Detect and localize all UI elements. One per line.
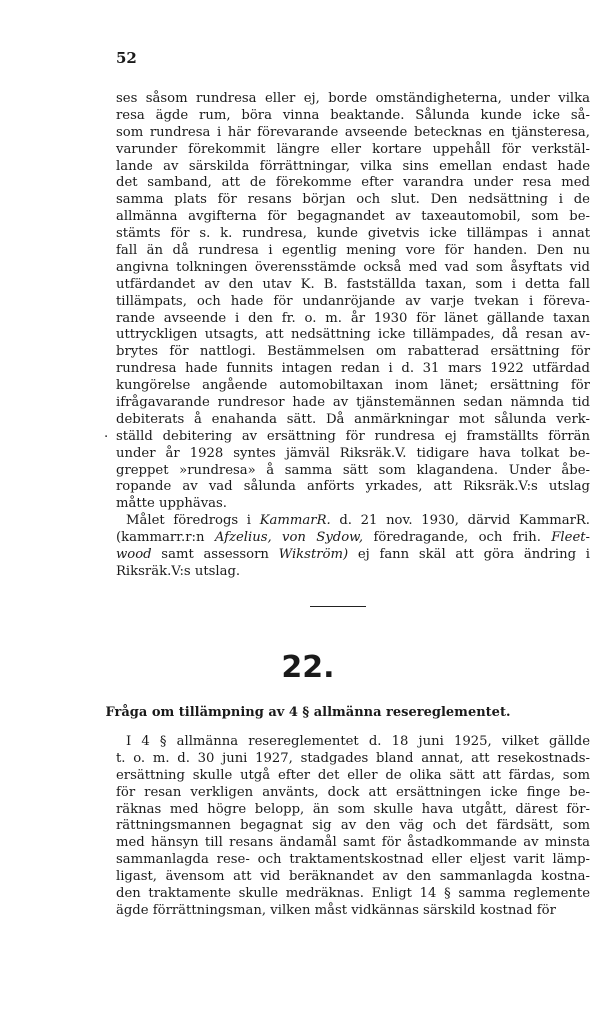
text-line: angivna tolkningen överensstämde också med vad som åsyftats vid [116, 259, 590, 275]
text-line: ligast, ävensom att vid beräknandet av den sammanlagda kostna- [116, 869, 590, 885]
text-line: t. o. m. d. 30 juni 1927, stadgades bland annat, att resekostnads- [116, 750, 590, 766]
text-line: allmänna avgifterna för begagnandet av taxeautomobil, som be- [116, 209, 590, 225]
text-line: utfärdandet av den utav K. B. fastställda taxan, som i detta fall [116, 276, 590, 292]
text-line: lande av särskilda förrättningar, vilka sins emellan endast hade [116, 158, 590, 174]
text-line: med hänsyn till resans ändamål samt för åstadkommande av minsta [116, 835, 590, 851]
decision-line-2: (kammarr.r:n Afzelius, von Sydow, föredragande, och frih. Fleet- [116, 529, 591, 545]
paragraph-section-body [116, 734, 590, 920]
text-line: måtte upphävas. [116, 496, 227, 512]
text-line: under år 1928 syntes jämväl Riksräk.V. tidigare hava tolkat be- [116, 445, 590, 461]
text-line: för resan verkligen använts, dock att ersättningen icke finge be- [116, 784, 590, 800]
page-number: 52 [116, 49, 137, 67]
text-line: stämts för s. k. rundresa, kunde givetvis icke tillämpas i annat [116, 226, 590, 242]
text-line: I 4 § allmänna resereglementet d. 18 juni 1925, vilket gällde [126, 734, 590, 749]
decision-line-4: Riksräk.V:s utslag. [116, 563, 241, 579]
paragraph-continued [116, 91, 590, 513]
text-line: ersättning skulle utgå efter det eller de olika sätt att färdas, som [116, 767, 590, 783]
section-divider [310, 606, 366, 607]
text-line: fall än då rundresa i egentlig mening vore för handen. Den nu [116, 243, 590, 259]
text-line: rättningsmannen begagnat sig av den väg och det färdsätt, som [116, 818, 590, 834]
text-line: ses såsom rundresa eller ej, borde omständigheterna, under vilka [116, 91, 590, 106]
text-line: ropande av vad sålunda anförts yrkades, att Riksräk.V:s utslag [116, 479, 590, 495]
text-line: varunder förekommit längre eller kortare uppehåll för verkstäl- [116, 141, 590, 157]
text-line: brytes för nattlogi. Bestämmelsen om rabatterad ersättning för [116, 344, 590, 360]
text-line: som rundresa i här förevarande avseende betecknas en tjänsteresa, [116, 124, 590, 140]
text-line: . ställd debitering av ersättning för rundresa ej framställts förrän [116, 429, 590, 446]
text-line: rundresa hade funnits intagen redan i d. 31 mars 1922 utfärdad [116, 361, 590, 377]
text-line: den traktamente skulle medräknas. Enligt 14 § samma reglemente [116, 886, 590, 902]
text-line: debiterats å enahanda sätt. Då anmärkningar mot sålunda verk- [116, 411, 590, 427]
section-title: Fråga om tillämpning av 4 § allmänna resereglementet. [105, 705, 511, 720]
text-line: resa ägde rum, böra vinna beaktande. Sålunda kunde icke så- [116, 107, 590, 123]
text-line: samma plats för resans början och slut. Den nedsättning i de [116, 192, 590, 208]
decision-line-1: Målet föredrogs i KammarR. d. 21 nov. 1930, därvid KammarR. [126, 513, 590, 528]
text-line: det samband, att de förekomme efter varandra under resa med [116, 175, 590, 191]
paragraph-decision [116, 513, 590, 581]
section-number: 22. [281, 650, 335, 685]
decision-line-3: wood samt assessorn Wikström) ej fann skäl att göra ändring i [116, 546, 591, 562]
text-line: uttryckligen utsagts, att nedsättning icke tillämpades, då resan av- [116, 327, 590, 343]
text-line: räknas med högre belopp, än som skulle hava utgått, därest för- [116, 801, 590, 817]
text-line: greppet »rundresa» å samma sätt som klagandena. Under åbe- [116, 462, 590, 478]
text-line: kungörelse angående automobiltaxan inom länet; ersättning för [116, 378, 590, 394]
text-line: ägde förrättningsman, vilken måst vidkännas särskild kostnad för [116, 902, 556, 918]
text-line: ifrågavarande rundresor hade av tjänstemännen sedan nämnda tid [116, 395, 590, 411]
text-line: sammanlagda rese- och traktamentskostnad eller eljest varit lämp- [116, 852, 590, 868]
text-line: rande avseende i den fr. o. m. år 1930 för länet gällande taxan [116, 310, 590, 326]
text-line: tillämpats, och hade för undanröjande av varje tvekan i föreva- [116, 293, 590, 309]
